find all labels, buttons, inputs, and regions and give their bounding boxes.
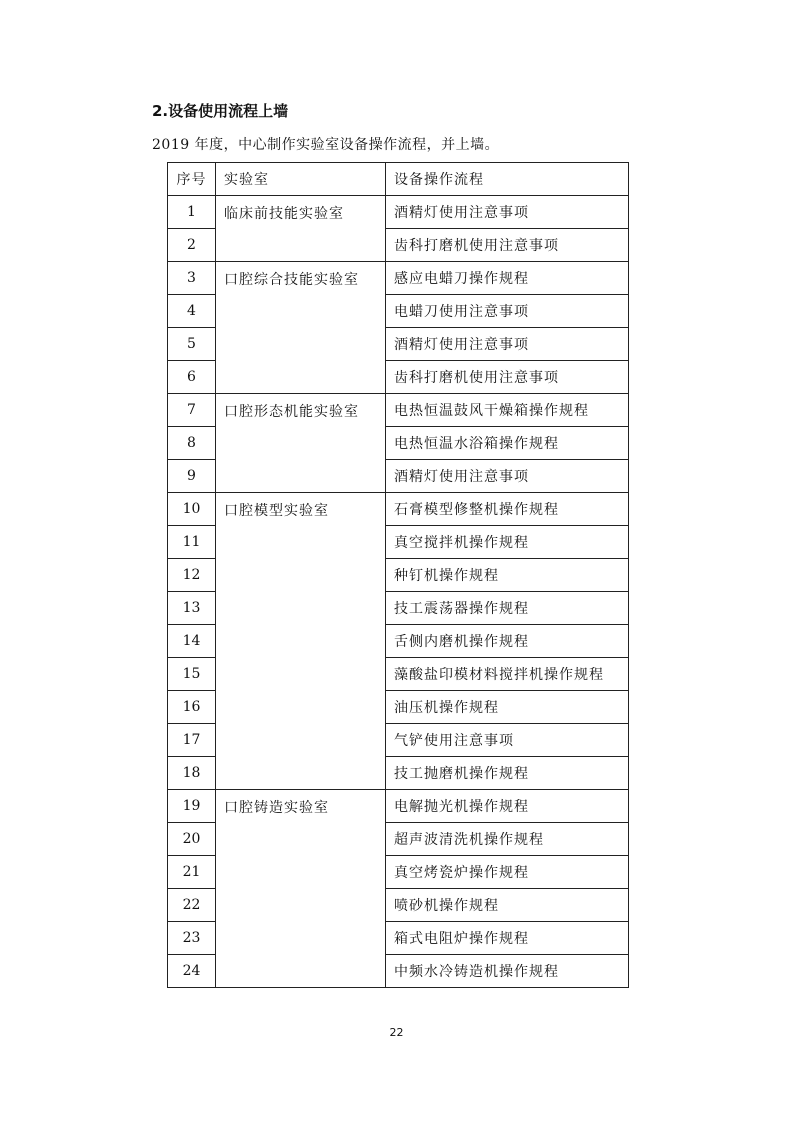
serial-number-cell: 6 <box>168 361 216 394</box>
header-serial-number: 序号 <box>168 163 216 196</box>
serial-number-cell: 10 <box>168 493 216 526</box>
serial-number-cell: 22 <box>168 889 216 922</box>
serial-number-cell: 2 <box>168 229 216 262</box>
procedure-cell: 技工抛磨机操作规程 <box>386 757 629 790</box>
serial-number-cell: 24 <box>168 955 216 988</box>
equipment-flow-table <box>167 162 629 988</box>
procedure-cell: 中频水冷铸造机操作规程 <box>386 955 629 988</box>
procedure-cell: 电热恒温鼓风干燥箱操作规程 <box>386 394 629 427</box>
table-header-row <box>168 163 629 196</box>
laboratory-cell: 口腔模型实验室 <box>216 493 386 790</box>
serial-number-cell: 9 <box>168 460 216 493</box>
serial-number-cell: 16 <box>168 691 216 724</box>
procedure-cell: 酒精灯使用注意事项 <box>386 328 629 361</box>
procedure-cell: 油压机操作规程 <box>386 691 629 724</box>
serial-number-cell: 1 <box>168 196 216 229</box>
header-operation-procedure: 设备操作流程 <box>386 163 629 196</box>
procedure-cell: 齿科打磨机使用注意事项 <box>386 229 629 262</box>
laboratory-cell: 口腔铸造实验室 <box>216 790 386 988</box>
serial-number-cell: 13 <box>168 592 216 625</box>
serial-number-cell: 4 <box>168 295 216 328</box>
table-row <box>168 394 629 427</box>
table-row <box>168 262 629 295</box>
serial-number-cell: 12 <box>168 559 216 592</box>
serial-number-cell: 21 <box>168 856 216 889</box>
serial-number-cell: 3 <box>168 262 216 295</box>
laboratory-cell: 口腔形态机能实验室 <box>216 394 386 493</box>
procedure-cell: 电蜡刀使用注意事项 <box>386 295 629 328</box>
procedure-cell: 电解抛光机操作规程 <box>386 790 629 823</box>
page-number: 22 <box>389 1026 404 1039</box>
table-row <box>168 493 629 526</box>
procedure-cell: 舌侧内磨机操作规程 <box>386 625 629 658</box>
serial-number-cell: 14 <box>168 625 216 658</box>
intro-paragraph: 2019 年度，中心制作实验室设备操作流程，并上墙。 <box>152 137 500 153</box>
table-body <box>168 196 629 988</box>
procedure-cell: 藻酸盐印模材料搅拌机操作规程 <box>386 658 629 691</box>
serial-number-cell: 5 <box>168 328 216 361</box>
serial-number-cell: 20 <box>168 823 216 856</box>
procedure-cell: 真空烤瓷炉操作规程 <box>386 856 629 889</box>
procedure-cell: 感应电蜡刀操作规程 <box>386 262 629 295</box>
procedure-cell: 技工震荡器操作规程 <box>386 592 629 625</box>
table-row <box>168 196 629 229</box>
serial-number-cell: 17 <box>168 724 216 757</box>
procedure-cell: 石膏模型修整机操作规程 <box>386 493 629 526</box>
serial-number-cell: 11 <box>168 526 216 559</box>
serial-number-cell: 23 <box>168 922 216 955</box>
laboratory-cell: 口腔综合技能实验室 <box>216 262 386 394</box>
procedure-cell: 电热恒温水浴箱操作规程 <box>386 427 629 460</box>
serial-number-cell: 7 <box>168 394 216 427</box>
procedure-cell: 气铲使用注意事项 <box>386 724 629 757</box>
procedure-cell: 真空搅拌机操作规程 <box>386 526 629 559</box>
procedure-cell: 种钉机操作规程 <box>386 559 629 592</box>
serial-number-cell: 8 <box>168 427 216 460</box>
serial-number-cell: 18 <box>168 757 216 790</box>
header-laboratory: 实验室 <box>216 163 386 196</box>
serial-number-cell: 19 <box>168 790 216 823</box>
table-row <box>168 790 629 823</box>
laboratory-cell: 临床前技能实验室 <box>216 196 386 262</box>
procedure-cell: 喷砂机操作规程 <box>386 889 629 922</box>
section-heading: 2.设备使用流程上墙 <box>152 102 289 120</box>
procedure-cell: 齿科打磨机使用注意事项 <box>386 361 629 394</box>
procedure-cell: 箱式电阻炉操作规程 <box>386 922 629 955</box>
procedure-cell: 酒精灯使用注意事项 <box>386 460 629 493</box>
procedure-cell: 酒精灯使用注意事项 <box>386 196 629 229</box>
procedure-cell: 超声波清洗机操作规程 <box>386 823 629 856</box>
serial-number-cell: 15 <box>168 658 216 691</box>
